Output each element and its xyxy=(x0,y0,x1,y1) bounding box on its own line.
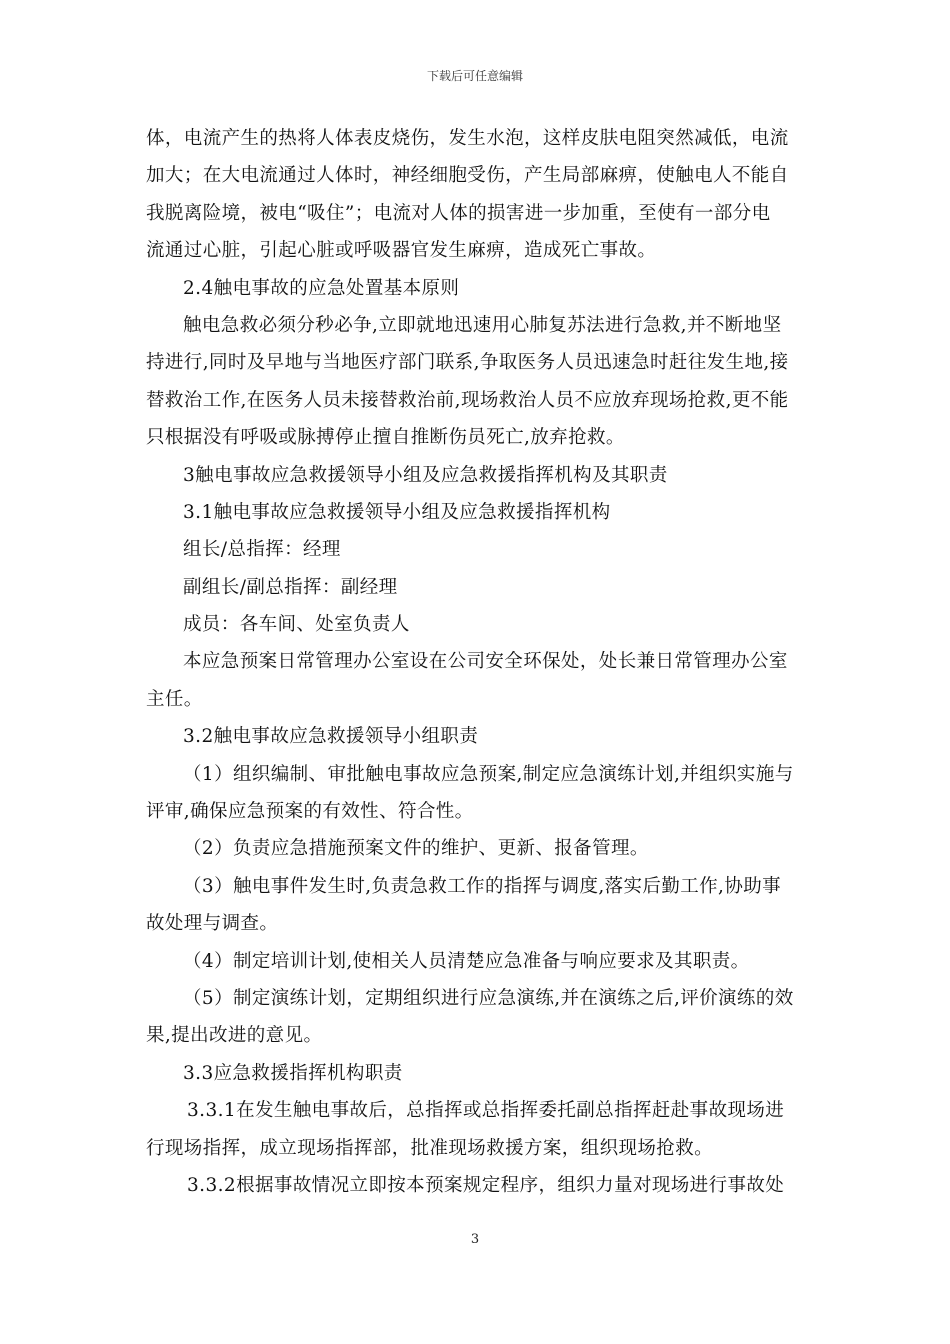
text-line: 组长/总指挥：经理 xyxy=(183,539,341,561)
text-line: 3.3.1在发生触电事故后，总指挥或总指挥委托副总指挥赶赴事故现场进 xyxy=(187,1100,785,1122)
text-line: 成员：各车间、处室负责人 xyxy=(183,614,410,636)
text-line: 3.2触电事故应急救援领导小组职责 xyxy=(183,726,479,748)
document-body xyxy=(146,120,814,1204)
text-line: （3）触电事件发生时,负责急救工作的指挥与调度,落实后勤工作,协助事 xyxy=(183,875,782,897)
text-line: 3.1触电事故应急救援领导小组及应急救援指挥机构 xyxy=(183,501,611,523)
text-line: （2）负责应急措施预案文件的维护、更新、报备管理。 xyxy=(183,838,649,860)
text-line: 果,提出改进的意见。 xyxy=(146,1025,323,1047)
text-line: 故处理与调查。 xyxy=(146,913,279,935)
text-line: 3触电事故应急救援领导小组及应急救援指挥机构及其职责 xyxy=(183,464,668,486)
text-line: 副组长/副总指挥：副经理 xyxy=(183,576,398,598)
text-line: （5）制定演练计划，定期组织进行应急演练,并在演练之后,评价演练的效 xyxy=(183,987,794,1009)
text-line: 持进行,同时及早地与当地医疗部门联系,争取医务人员迅速急时赶往发生地,接 xyxy=(146,352,789,374)
text-line: 加大；在大电流通过人体时，神经细胞受伤，产生局部麻痹，使触电人不能自 xyxy=(146,165,789,187)
text-line: 本应急预案日常管理办公室设在公司安全环保处，处长兼日常管理办公室 xyxy=(183,651,788,673)
text-line: 只根据没有呼吸或脉搏停止擅自推断伤员死亡,放弃抢救。 xyxy=(146,427,625,449)
text-line: 主任。 xyxy=(146,688,203,710)
text-line: 行现场指挥，成立现场指挥部，批准现场救援方案，组织现场抢救。 xyxy=(146,1137,714,1159)
text-line: （4）制定培训计划,使相关人员清楚应急准备与响应要求及其职责。 xyxy=(183,950,750,972)
page-number: 3 xyxy=(470,1232,480,1247)
text-line: 体，电流产生的热将人体表皮烧伤，发生水泡，这样皮肤电阻突然减低，电流 xyxy=(146,128,789,149)
text-line: （1）组织编制、审批触电事故应急预案,制定应急演练计划,并组织实施与 xyxy=(183,763,794,785)
text-line: 流通过心脏，引起心脏或呼吸器官发生麻痹，造成死亡事故。 xyxy=(146,240,657,262)
text-line: 3.3.2根据事故情况立即按本预案规定程序，组织力量对现场进行事故处 xyxy=(187,1174,785,1196)
text-line: 我脱离险境，被电“吸住”；电流对人体的损害进一步加重，至使有一部分电 xyxy=(146,202,771,224)
text-line: 3.3应急救援指挥机构职责 xyxy=(183,1062,403,1084)
text-line: 替救治工作,在医务人员未接替救治前,现场救治人员不应放弃现场抢救,更不能 xyxy=(146,389,789,411)
page-header: 下载后可任意编辑 xyxy=(426,69,523,83)
text-line: 触电急救必须分秒必争,立即就地迅速用心肺复苏法进行急救,并不断地坚 xyxy=(183,314,782,336)
text-line: 评审,确保应急预案的有效性、符合性。 xyxy=(146,801,474,823)
text-line: 2.4触电事故的应急处置基本原则 xyxy=(183,277,460,299)
